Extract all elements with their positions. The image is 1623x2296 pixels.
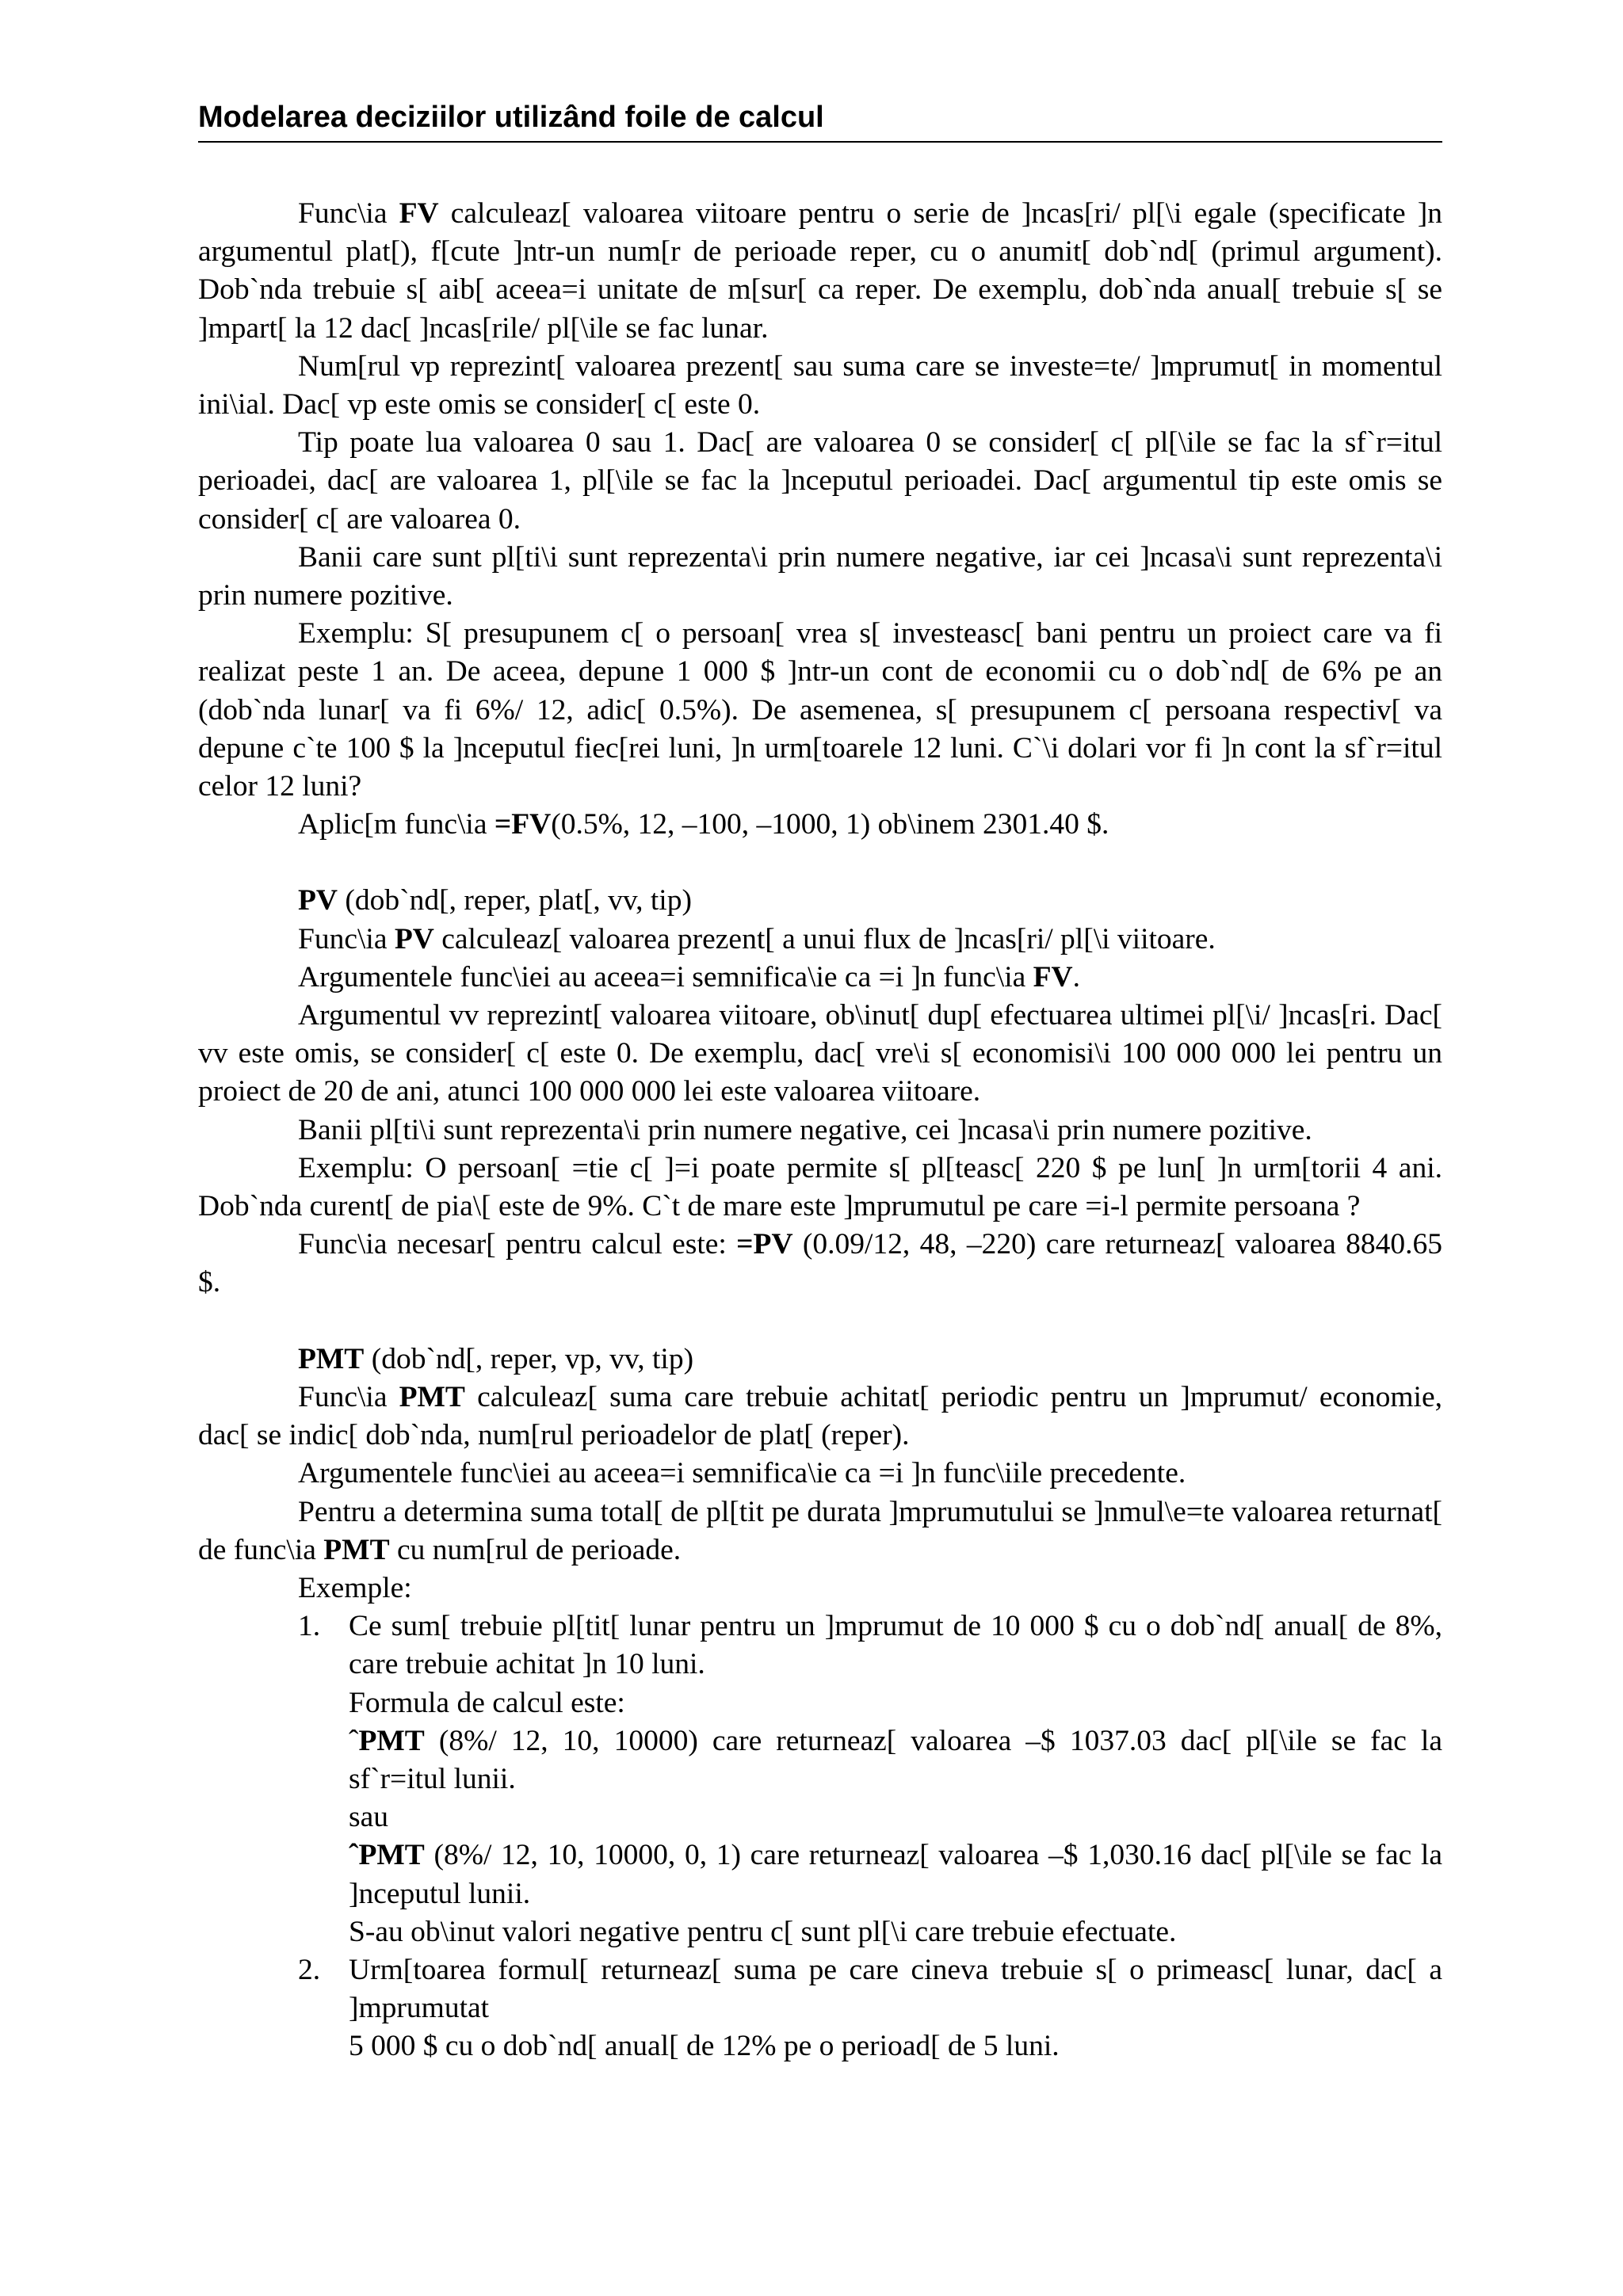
negative-values-note bbox=[198, 1913, 1442, 1951]
list-item-number: 2. bbox=[298, 1953, 321, 1986]
bold-term: PMT bbox=[323, 1533, 390, 1566]
bold-term: ˆPMT bbox=[349, 1839, 425, 1872]
text-run: Exemplu: S[ presupunem c[ o persoan[ vrea s[ investeasc[ bani pentru un proiect care va fi realizat peste 1 an. De aceea, depune 1 000 $ ]ntr-un cont de economii cu o dob`nd[ de 6% pe an (dob`nda lunar[ va fi 6%/ 12, adic[ 0.5%). De asemenea, s[ presupunem c[ persoana respectiv[ va depune c`te 100 $ la ]nceputul fiec[rei luni, ]n urm[toarele 12 luni. C`\i dolari vor fi ]n cont la sf`r=itul celor 12 luni? bbox=[198, 617, 1442, 803]
fv-example-result bbox=[198, 806, 1442, 844]
loan-description bbox=[198, 2027, 1442, 2065]
bold-term: FV bbox=[399, 197, 439, 230]
bold-term: PMT bbox=[298, 1342, 365, 1375]
text-run: sau bbox=[349, 1801, 388, 1834]
pmt-paragraph-3 bbox=[198, 1493, 1442, 1569]
text-run: Formula de calcul este: bbox=[349, 1686, 625, 1719]
text-run: (dob`nd[, reper, vp, vv, tip) bbox=[364, 1342, 694, 1375]
text-run: Pentru a determina suma total[ de pl[tit pe durata ]mprumutului se ]nmul\e=te valoarea returnat[ de func\ia bbox=[198, 1495, 1442, 1566]
bold-term: PV bbox=[394, 922, 434, 955]
pv-paragraph-3 bbox=[198, 997, 1442, 1112]
bold-term: PV bbox=[298, 884, 338, 917]
text-run: (dob`nd[, reper, plat[, vv, tip) bbox=[338, 884, 692, 917]
running-header: Modelarea deciziilor utilizând foile de calcul bbox=[198, 93, 1442, 143]
or-separator bbox=[198, 1798, 1442, 1836]
text-run: Banii care sunt pl[ti\i sunt reprezenta\i prin numere negative, iar cei ]ncasa\i sunt reprezenta\i prin numere pozitive. bbox=[198, 540, 1442, 612]
text-run: Urm[toarea formul[ returneaz[ suma pe care cineva trebuie s[ o primeasc[ lunar, dac[ a ]mprumutat bbox=[349, 1953, 1442, 2025]
text-run: (0.09/12, 48, –220) care returneaz[ valoarea 8840.65 $. bbox=[198, 1228, 1442, 1299]
text-run: Func\ia necesar[ pentru calcul este: bbox=[298, 1228, 737, 1261]
fv-paragraph-4 bbox=[198, 539, 1442, 615]
formula-label bbox=[198, 1684, 1442, 1722]
list-item bbox=[198, 1608, 1442, 1684]
pv-example-paragraph bbox=[198, 1150, 1442, 1226]
list-item bbox=[198, 1951, 1442, 2027]
text-run: Func\ia bbox=[298, 1380, 399, 1413]
text-run: ˆ bbox=[349, 1724, 359, 1757]
text-run: Exemplu: O persoan[ =tie c[ ]=i poate permite s[ pl[teasc[ 220 $ pe lun[ ]n urm[torii 4 ani. Dob`nda curent[ de pia\[ este de 9%. C`t de mare este ]mprumutul pe care =i-l permite persoana ? bbox=[198, 1151, 1442, 1223]
text-run: Num[rul vp reprezint[ valoarea prezent[ sau suma care se investe=te/ ]mprumut[ in momentul ini\ial. Dac[ vp este omis se consider[ c[ este 0. bbox=[198, 349, 1442, 421]
text-run: Tip poate lua valoarea 0 sau 1. Dac[ are valoarea 0 se consider[ c[ pl[\ile se fac la sf`r=itul perioadei, dac[ are valoarea 1, pl[\ile se fac la ]nceputul perioadei. Dac[ argumentul tip este omis se consider[ c[ are valoarea 0. bbox=[198, 426, 1442, 536]
pmt-examples-label bbox=[198, 1569, 1442, 1608]
list-item-number: 1. bbox=[298, 1610, 321, 1643]
text-run: Argumentul vv reprezint[ valoarea viitoare, ob\inut[ dup[ efectuarea ultimei pl[\i/ ]ncas[ri. Dac[ vv este omis, se consider[ c[ este 0. De exemplu, dac[ vre\i s[ economisi\i 100 000 000 lei pentru un proiect de 20 de ani, atunci 100 000 000 lei este valoarea viitoare. bbox=[198, 999, 1442, 1108]
text-run: Ce sum[ trebuie pl[tit[ lunar pentru un ]mprumut de 10 000 $ cu o dob`nd[ anual[ de 8%, care trebuie achitat ]n 10 luni. bbox=[349, 1610, 1442, 1681]
fv-paragraph-1 bbox=[198, 195, 1442, 348]
bold-term: =FV bbox=[494, 808, 552, 841]
pv-example-result bbox=[198, 1226, 1442, 1302]
bold-term: FV bbox=[1033, 960, 1073, 994]
pmt-heading bbox=[198, 1341, 1442, 1379]
bold-term: PMT bbox=[399, 1380, 465, 1413]
fv-paragraph-3 bbox=[198, 424, 1442, 539]
text-run: Aplic[m func\ia bbox=[298, 808, 495, 841]
pmt-formula-end-of-month bbox=[198, 1722, 1442, 1798]
fv-paragraph-2 bbox=[198, 348, 1442, 424]
pv-heading bbox=[198, 882, 1442, 920]
list-item-text bbox=[349, 1608, 1442, 1684]
pmt-paragraph-2 bbox=[198, 1455, 1442, 1493]
text-run: cu num[rul de perioade. bbox=[389, 1533, 682, 1566]
text-run: Argumentele func\iei au aceea=i semnifica\ie ca =i ]n func\iile precedente. bbox=[298, 1457, 1186, 1490]
section-spacer bbox=[198, 844, 1442, 882]
text-run: Banii pl[ti\i sunt reprezenta\i prin numere negative, cei ]ncasa\i prin numere pozitive. bbox=[298, 1113, 1312, 1146]
text-run: calculeaz[ valoarea viitoare pentru o serie de ]ncas[ri/ pl[\i egale (specificate ]n argumentul plat[), f[cute ]ntr-un num[r de perioade reper, cu o anumit[ dob`nd[ (primul argument). Dob`nda trebuie s[ aib[ aceea=i unitate de m[sur[ ca reper. De exemplu, dob`nda anual[ trebuie s[ se ]mpart[ la 12 dac[ ]ncas[rile/ pl[\ile se fac lunar. bbox=[198, 197, 1442, 345]
text-run: calculeaz[ valoarea prezent[ a unui flux de ]ncas[ri/ pl[\i viitoare. bbox=[433, 922, 1216, 955]
fv-example-paragraph bbox=[198, 615, 1442, 806]
page-body bbox=[198, 195, 1442, 2066]
text-run: Exemple: bbox=[298, 1571, 412, 1604]
text-run: S-au ob\inut valori negative pentru c[ sunt pl[\i care trebuie efectuate. bbox=[349, 1915, 1177, 1948]
pmt-paragraph-1 bbox=[198, 1379, 1442, 1455]
list-item-text bbox=[349, 1951, 1442, 2027]
text-run: 5 000 $ cu o dob`nd[ anual[ de 12% pe o perioad[ de 5 luni. bbox=[349, 2030, 1060, 2063]
text-run: Func\ia bbox=[298, 922, 395, 955]
text-run: Argumentele func\iei au aceea=i semnifica\ie ca =i ]n func\ia bbox=[298, 960, 1033, 994]
text-run: Func\ia bbox=[298, 197, 399, 230]
text-run: calculeaz[ suma care trebuie achitat[ periodic pentru un ]mprumut/ economie, dac[ se indic[ dob`nda, num[rul perioadelor de plat[ (reper). bbox=[198, 1380, 1443, 1452]
text-run: (8%/ 12, 10, 10000) care returneaz[ valoarea –$ 1037.03 dac[ pl[\ile se fac la sf`r=itul lunii. bbox=[349, 1724, 1442, 1795]
pmt-formula-start-of-month bbox=[198, 1836, 1442, 1913]
pv-paragraph-4 bbox=[198, 1112, 1442, 1150]
text-run: (8%/ 12, 10, 10000, 0, 1) care returneaz[ valoarea –$ 1,030.16 dac[ pl[\ile se fac la ]nceputul lunii. bbox=[349, 1839, 1442, 1910]
pv-paragraph-1 bbox=[198, 921, 1442, 959]
bold-term: PMT bbox=[358, 1724, 425, 1757]
text-run: . bbox=[1072, 960, 1081, 994]
pv-paragraph-2 bbox=[198, 959, 1442, 997]
bold-term: =PV bbox=[736, 1228, 793, 1261]
text-run: (0.5%, 12, –100, –1000, 1) ob\inem 2301.40 $. bbox=[551, 808, 1109, 841]
section-spacer bbox=[198, 1302, 1442, 1341]
